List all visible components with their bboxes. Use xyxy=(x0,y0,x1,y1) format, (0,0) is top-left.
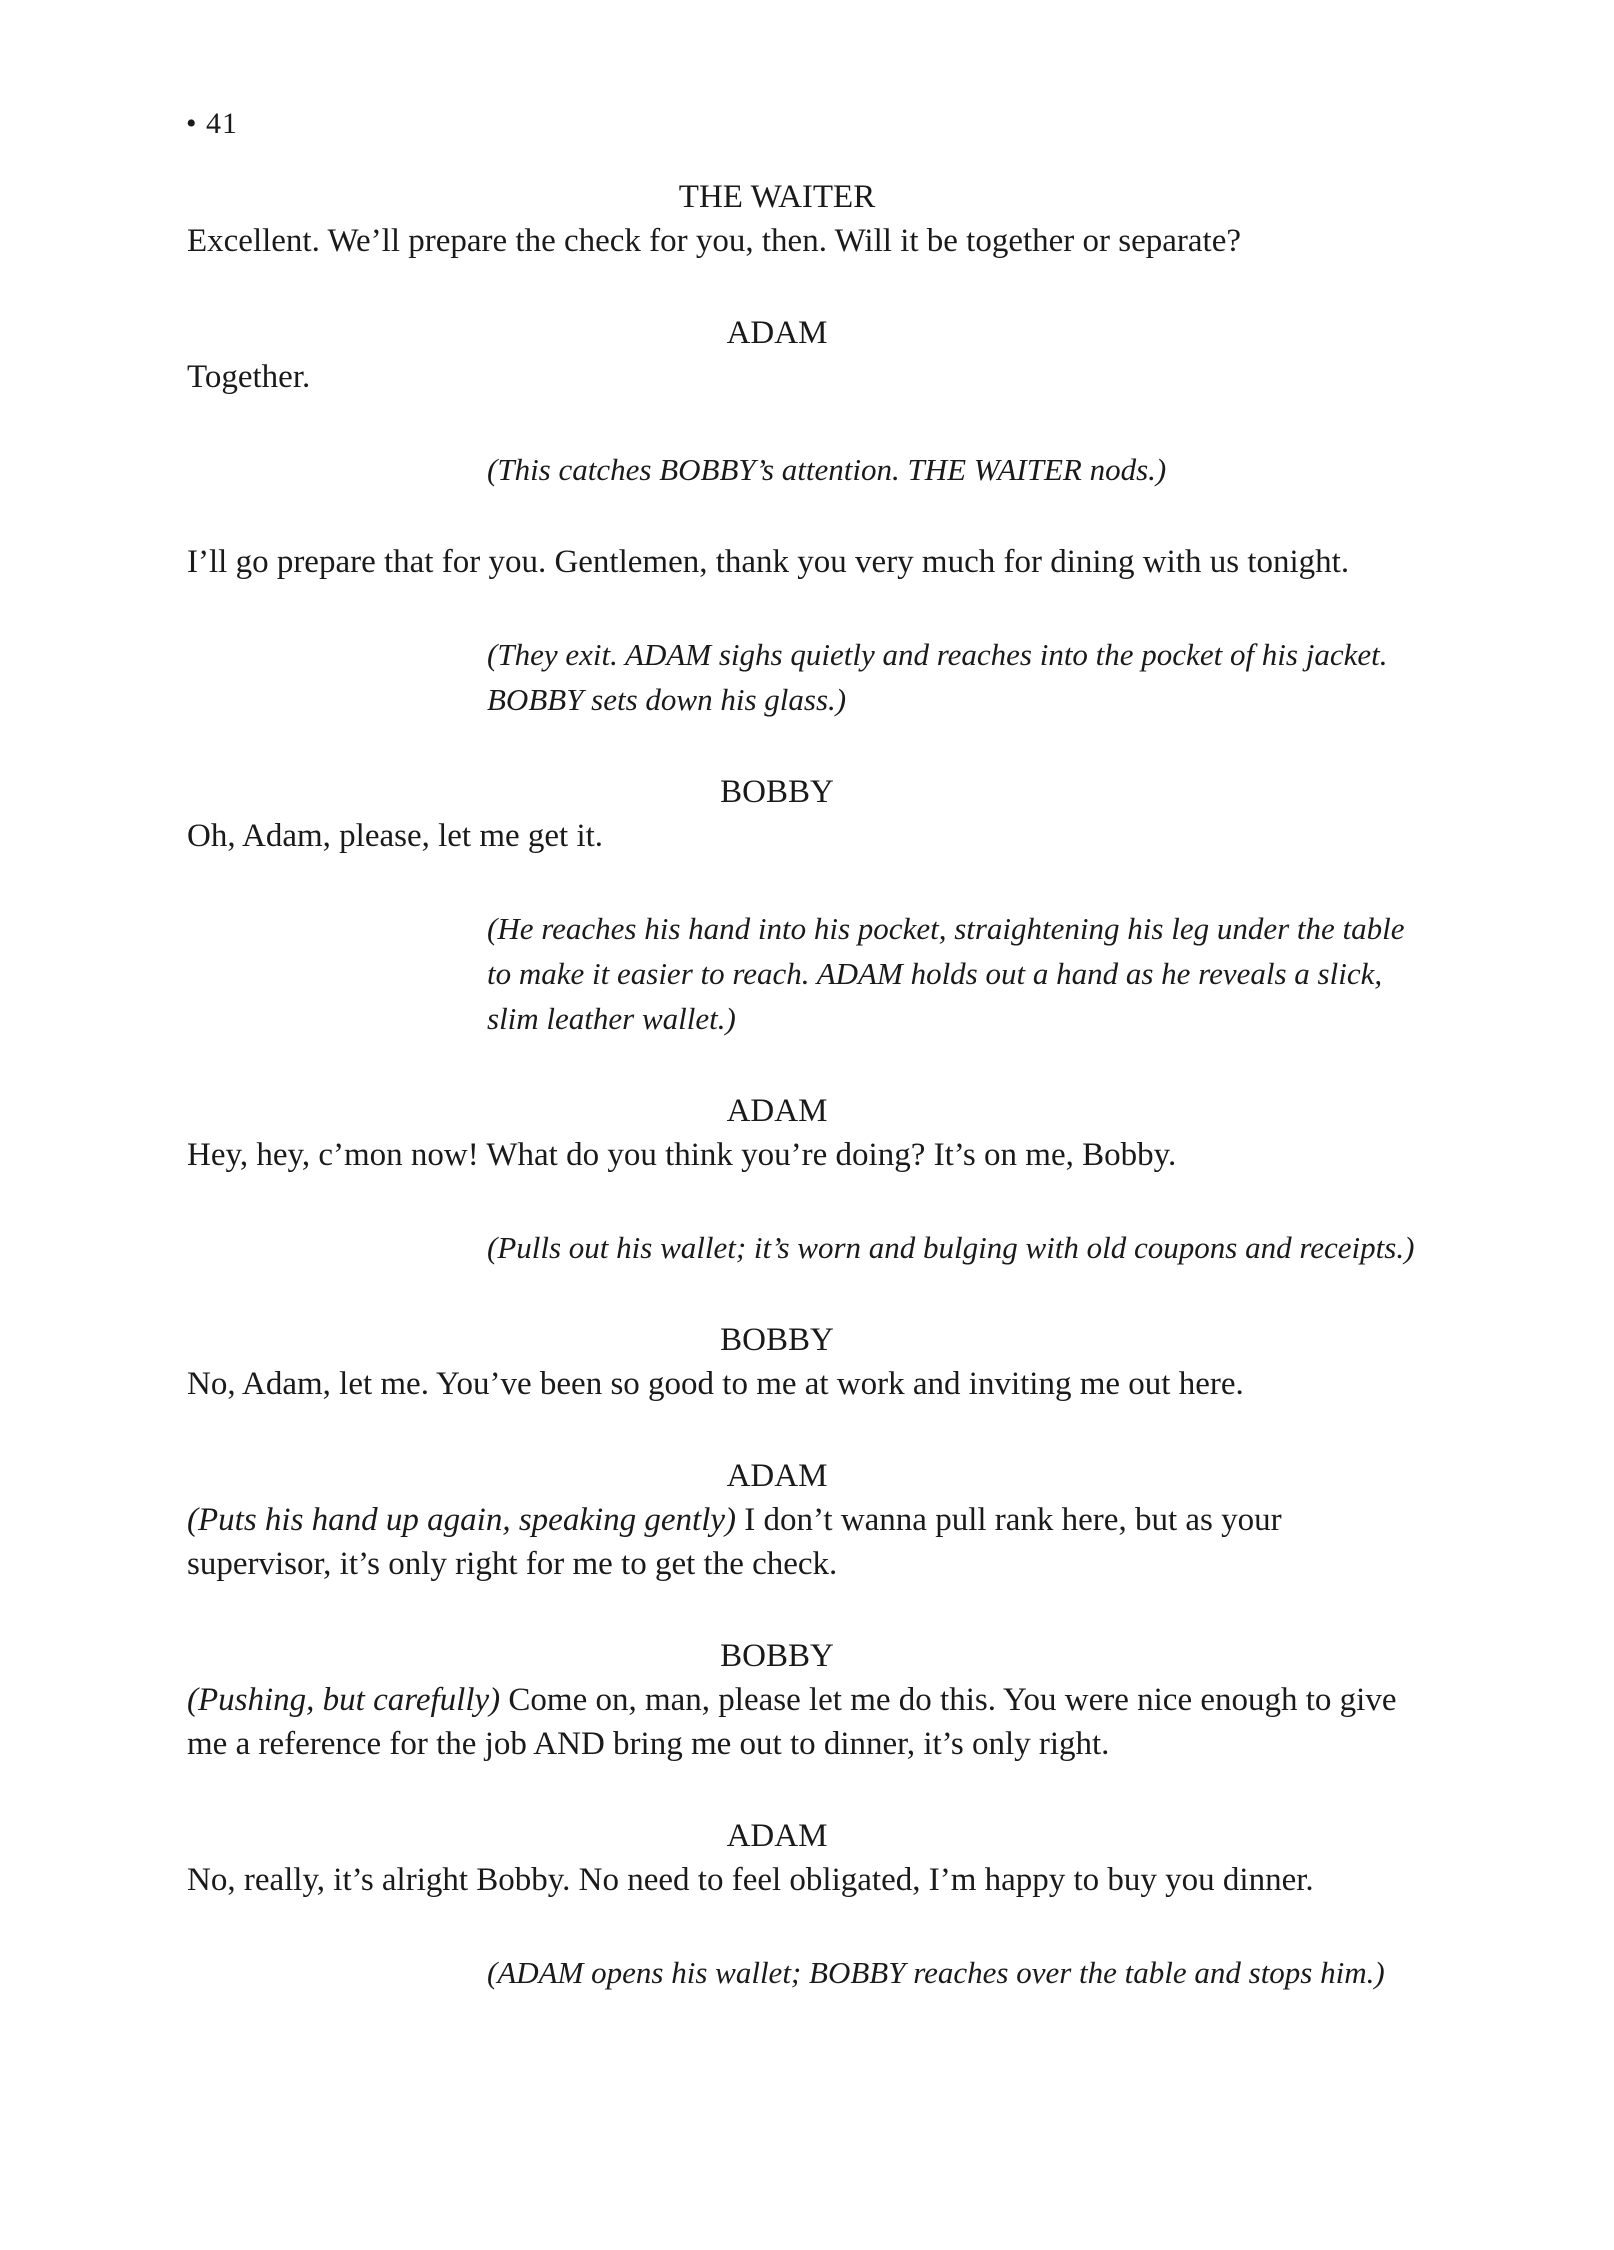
character-name: BOBBY xyxy=(720,774,834,810)
dialogue-line: Oh, Adam, please, let me get it. xyxy=(187,818,604,854)
stage-direction: (They exit. ADAM sighs quietly and reaches into the pocket of his jacket. BOBBY sets down his glass.) xyxy=(487,637,1388,717)
script-body xyxy=(187,175,1427,1995)
stage-direction: (He reaches his hand into his pocket, straightening his leg under the table to make it easier to reach. ADAM holds out a hand as he reveals a slick, slim leather wallet.) xyxy=(487,911,1405,1036)
dialogue-text: Come on, man, please let me do this. You were nice enough to give me a reference for the job AND bring me out to dinner, it’s only right. xyxy=(187,1682,1397,1762)
dialogue-line: I’ll go prepare that for you. Gentlemen, thank you very much for dining with us tonight. xyxy=(187,544,1350,580)
dialogue-line: Together. xyxy=(187,359,311,395)
stage-direction: (This catches BOBBY’s attention. THE WAITER nods.) xyxy=(487,452,1167,487)
dialogue-line: No, really, it’s alright Bobby. No need to feel obligated, I’m happy to buy you dinner. xyxy=(187,1862,1314,1898)
dialogue-line: Hey, hey, c’mon now! What do you think you’re doing? It’s on me, Bobby. xyxy=(187,1137,1177,1173)
character-name: ADAM xyxy=(726,315,828,351)
character-name: ADAM xyxy=(726,1093,828,1129)
character-name: ADAM xyxy=(726,1458,828,1494)
character-name: ADAM xyxy=(726,1818,828,1854)
dialogue-line: No, Adam, let me. You’ve been so good to me at work and inviting me out here. xyxy=(187,1366,1244,1402)
dialogue-line xyxy=(187,1678,1427,1766)
character-name: BOBBY xyxy=(720,1322,834,1358)
dialogue-line: Excellent. We’ll prepare the check for you, then. Will it be together or separate? xyxy=(187,223,1242,259)
dialogue-text: I don’t wanna pull rank here, but as your supervisor, it’s only right for me to get the check. xyxy=(187,1502,1282,1582)
page-number: • 41 xyxy=(186,107,239,140)
stage-direction: (Pulls out his wallet; it’s worn and bulging with old coupons and receipts.) xyxy=(487,1230,1415,1265)
character-name: THE WAITER xyxy=(678,179,876,215)
dialogue-parenthetical: (Puts his hand up again, speaking gently) xyxy=(187,1502,737,1538)
character-name: BOBBY xyxy=(720,1638,834,1674)
dialogue-parenthetical: (Pushing, but carefully) xyxy=(187,1682,501,1718)
stage-direction: (ADAM opens his wallet; BOBBY reaches over the table and stops him.) xyxy=(487,1955,1385,1990)
dialogue-line xyxy=(187,1498,1427,1586)
